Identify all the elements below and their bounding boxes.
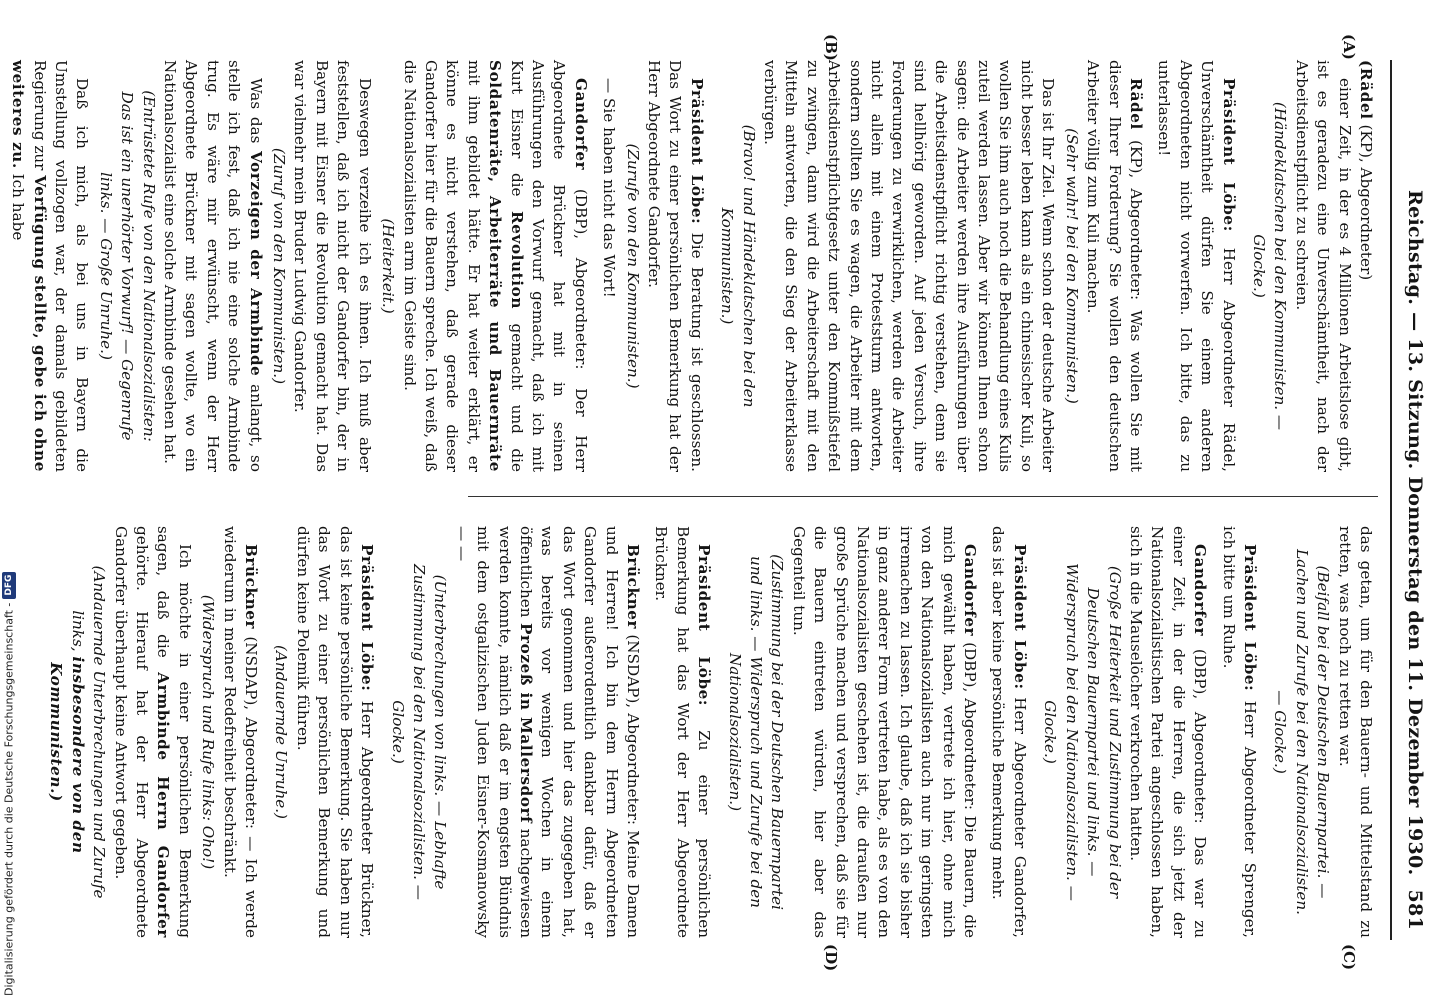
- paragraph-gap: [1210, 526, 1217, 938]
- speaker-name: Rädel: [1126, 78, 1145, 130]
- text-run: gehörte. Hierauf hat der Herr Abgeordnete Gandorfer überhaupt keine Antwort gegeben.: [111, 526, 152, 938]
- text-paragraph: Deswegen verzeihe ich es ihnen. Ich muß aber feststellen, daß ich nicht der Gandorfer bin, der in Bayern mit Eisner die Revolution gemacht hat. Das war vielmehr mein Bruder Ludwig Gandorfer.: [291, 60, 374, 472]
- speaker-name: Brückner: [624, 544, 642, 630]
- speaker-name: Brückner: [242, 544, 261, 630]
- margin-mark-c: (C): [1340, 944, 1358, 971]
- right-text-column: [43, 526, 1376, 938]
- margin-mark-a: (A): [1340, 34, 1358, 60]
- text-run: Daß ich mich, als bei uns in Bayern die Umstellung vollzogen war, der damals gebildeten Regierung zur: [30, 60, 92, 472]
- text-run: (NSDAP), Abgeordneter: Meine Damen und Herren! Ich bin dem Herrn Abgeordneten Gandorfer außerordentlich dankbar dafür, daß er das Wort genommen und hier das zugegeben hat, was bereits vor wenigen Wochen in einem öffentlichen: [516, 526, 642, 938]
- stage-direction: (Heiterkeit.): [379, 218, 398, 314]
- emphasis-text: Revolution: [507, 211, 526, 310]
- stage-direction: (Händeklatschen bei den Kommunisten. — Glocke.): [1249, 101, 1290, 431]
- header-rule: [1390, 60, 1392, 940]
- running-title: Reichstag. — 13. Sitzung. Donnerstag den 11. Dezember 1930.: [1404, 190, 1426, 876]
- emphasis-text: Vorzeigen der Armbinde: [246, 151, 265, 377]
- stage-direction: (Bravo! und Händeklatschen bei den Kommunisten.): [718, 124, 758, 408]
- stage-direction: (Beifall bei der Deutschen Bauernpartei. — Lachen und Zurufe bei den Nationalsozialisten. — Glocke.): [1271, 549, 1333, 915]
- stage-direction: [45, 526, 109, 938]
- credit-text: Digitalisierung gefördert durch die Deutsche Forschungsgemeinschaft -: [2, 602, 16, 996]
- stage-direction: (Zurufe von den Kommunisten.): [623, 143, 642, 389]
- text-run: Was das: [246, 78, 265, 152]
- text-run: gemacht und die: [507, 309, 526, 472]
- text-paragraph: — Sie haben nicht das Wort!: [600, 78, 619, 298]
- text-paragraph: das getan, um für den Bauern- und Mittelstand zu retten, was noch zu retten war.: [1335, 526, 1375, 938]
- speaker-name: Gandorfer: [961, 544, 980, 637]
- speech-paragraph: [787, 526, 980, 938]
- digitization-credit: [0, 0, 22, 1000]
- speaker-name: Gandorfer: [571, 78, 590, 171]
- emphasis-text: insbesondere von den Kommunisten.): [47, 656, 87, 854]
- text-paragraph: Das ist Ihr Ziel. Wenn schon der deutsche Arbeiter nicht besser leben kann als ein chinesischer Kuli, so wollen Sie ihm auch noch die Behandlung eines Kulis zuteil werden lassen. Aber wir können Ihnen schon sagen: die Arbeiter werden ihre Ausführungen über die Arbeitsdienstpflicht richtig verstehen, denn sie sind hellhörig geworden. Auf jeden Versuch, ihre Forderungen zu verwirklichen, werden die Arbeiter nicht allein mit einem Proteststurm antworten, sondern sollten Sie es wagen, die Arbeiter mit dem Arbeitsdienstpflichtgesetz unter den Kommißstiefel zu zwingen, dann wird die Arbeiterschaft mit den Mitteln antworten, die den Sieg der Arbeiterklasse verbürgen.: [761, 60, 1058, 472]
- paragraph-gap: [1146, 60, 1153, 472]
- paragraph-gap: [261, 526, 268, 938]
- credit-line: [2, 6, 20, 996]
- emphasis-text: Armbinde Herrn Gandorfer: [154, 672, 173, 939]
- paragraph-gap: [980, 526, 987, 938]
- speech-paragraph: [398, 60, 591, 472]
- paragraph-gap: [377, 526, 384, 938]
- stage-direction: (Andauernde Unruhe.): [272, 645, 291, 819]
- speech-text: (NSDAP), Abgeordneter: — Ich werde wiederum in meiner Redefreiheit beschränkt.: [220, 526, 261, 938]
- text-paragraph: [159, 60, 266, 472]
- speech-paragraph: [450, 526, 643, 938]
- speaker-name: Präsident Löbe:: [1219, 78, 1238, 232]
- speech-paragraph: [292, 526, 378, 938]
- speaker-name: Präsident Löbe:: [1240, 544, 1259, 692]
- speech-text: (DBP), Abgeordneter: Das war zu einer Zeit, in der die Herren, die sich jetzt der Nationalsozialistischen Partei angeschlossen haben, sich in die Mauselöcher verkrochen hatten.: [1126, 526, 1210, 938]
- paragraph-gap: [1260, 526, 1267, 938]
- paragraph-gap: [1030, 526, 1037, 938]
- stage-direction: (Zustimmung bei der Deutschen Bauernpartei und links. — Widerspruch und Zurufe bei den Nationalsozialisten.): [725, 554, 787, 910]
- text-run: (KP), Abgeordneter): [1357, 119, 1375, 281]
- stage-direction: (Entrüstete Rufe von den Nationalsozialisten: Das ist ein unerhörter Vorwurf! — Gegenrufe links. — Große Unruhe.): [96, 90, 158, 442]
- speech-paragraph: [1082, 60, 1146, 472]
- paragraph-gap: [591, 60, 598, 472]
- stage-direction: (Sehr wahr! bei den Kommunisten.): [1062, 128, 1081, 404]
- text-run: Ich habe: [9, 168, 28, 241]
- stage-direction: (Große Heiterkeit und Zustimmung bei der Deutschen Bauernpartei und links. — Widerspruch bei den Nationalsozialisten. — Glocke.): [1041, 563, 1124, 901]
- left-text-column: [7, 60, 1376, 472]
- column-divider: [468, 496, 1378, 497]
- speech-text: Zu einer persönlichen Bemerkung hat das Wort der Herr Abgeordnete Brückner.: [652, 526, 714, 938]
- speech-text: Die Beratung ist geschlossen. Das Wort zu einer persönlichen Bemerkung hat der Herr Abgeordnete Gandorfer.: [645, 60, 706, 472]
- speech-text: (KP), Abgeordneter: Was wollen Sie mit dieser Ihrer Forderung? Sie wollen den deutschen Arbeiter völlig zum Kuli machen.: [1084, 60, 1145, 472]
- margin-mark-b: (B): [822, 34, 840, 61]
- page-header: [1390, 60, 1434, 940]
- text-paragraph: einer Zeit, in der es 4 Millionen Arbeitslose gibt, ist es geradezu eine Unverschämtheit, nach der Arbeitsdienstpflicht zu schreien.: [1292, 60, 1354, 472]
- paragraph-gap: [1239, 60, 1246, 472]
- speaker-name: (Rädel: [1357, 60, 1375, 120]
- text-run: mit ihm gebildet hätte. Er hat weiter erklärt, er könne es nicht verstehen, daß gerade dieser Gandorfer hier für die Bauern spreche. Ich weiß, daß die Nationalsozialisten arm im Geiste sind.: [400, 60, 483, 472]
- text-run: anlangt, so stelle ich fest, daß ich nie eine solche Armbinde trug. Es wäre mir erwünscht, wenn der Herr Abgeordnete Brückner mit sagen wollte, wo ein Nationalsozialist eine solche Armbinde gesehen hat.: [161, 60, 265, 472]
- speaker-name: Präsident Löbe:: [1010, 544, 1029, 690]
- margin-mark-d: (D): [822, 944, 840, 972]
- continuation-speaker-line: [1355, 60, 1376, 472]
- text-run: (DBP), Abgeordneter: Der Herr Abgeordnete Brückner hat mit in seinen Ausführungen den Vorwurf gemacht, daß ich mit Kurt Eisner die: [507, 60, 590, 472]
- speaker-name: Präsident Löbe:: [687, 78, 706, 225]
- text-run: nachgewiesen werden konnte, nämlich daß er im engsten Bündnis mit dem ostgalizischen Juden Eisner-Kosmanowsky — —: [452, 526, 535, 938]
- speech-text: Herr Abgeordneter Gandorfer, das ist aber keine persönliche Bemerkung mehr.: [989, 526, 1029, 938]
- dfg-logo-icon: DFG: [2, 572, 16, 599]
- speaker-name: Gandorfer: [1191, 544, 1210, 637]
- stage-direction: (Zuruf von den Kommunisten.): [270, 147, 289, 385]
- paragraph-gap: [643, 526, 650, 938]
- paragraph-gap: [707, 60, 714, 472]
- text-paragraph: [109, 526, 195, 938]
- text-run: Ich möchte in einer persönlichen Bemerkung sagen, daß die: [154, 526, 194, 938]
- emphasis-text: Verfügung stellte, gebe ich ohne weiteres zu.: [9, 60, 49, 472]
- speech-paragraph: [650, 526, 714, 938]
- speaker-name: Präsident Löbe:: [358, 544, 377, 692]
- stage-direction: (Widerspruch und Rufe links: Oho!): [199, 594, 218, 870]
- speech-text: Herr Abgeordneter Brückner, das ist keine persönliche Bemerkung. Sie haben nur das Wort zu einer persönlichen Bemerkung und dürfen keine Polemik führen.: [293, 526, 377, 938]
- page-number: 581: [1404, 889, 1426, 930]
- speech-paragraph: [643, 60, 707, 472]
- emphasis-text: Soldatenräte, Arbeiterräte und Bauernräte: [486, 60, 505, 472]
- text-run: (Andauernde Unterbrechungen und Zurufe links,: [68, 565, 109, 899]
- stage-direction: (Unterbrechungen von links. — Lebhafte Zustimmung bei den Nationalsozialisten. — Glocke.): [388, 564, 450, 900]
- speech-paragraph: [218, 526, 261, 938]
- speech-paragraph: [1153, 60, 1239, 472]
- speech-paragraph: [987, 526, 1030, 938]
- speech-paragraph: [1125, 526, 1211, 938]
- speech-text: Herr Abgeordneter Rädel, Unverschämtheit dürfen Sie einem anderen Abgeordneten nicht vorwerfen. Ich bitte, das zu unterlassen!: [1155, 60, 1238, 472]
- emphasis-text: Prozeß in Mallersdorf: [516, 623, 535, 824]
- paragraph-gap: [714, 526, 721, 938]
- speech-paragraph: [1217, 526, 1260, 938]
- speech-text: (DBP), Abgeordneter: Die Bauern, die mich gewählt haben, vertrete ich hier, ohne mich von den Nationalsozialisten auch nur im geringsten irremachen zu lassen. Ich glaube, daß ich sie bisher in ganz anderer Form vertreten habe, als es von den Nationalsozialisten geschehen ist, die draußen nur große Sprüche machen und versprechen, daß sie für die Bauern eintreten würden, hier aber das Gegenteil tun.: [789, 526, 980, 938]
- speech-text: Herr Abgeordneter Sprenger, ich bitte um Ruhe.: [1219, 526, 1259, 938]
- speaker-name: Präsident Löbe:: [695, 544, 714, 707]
